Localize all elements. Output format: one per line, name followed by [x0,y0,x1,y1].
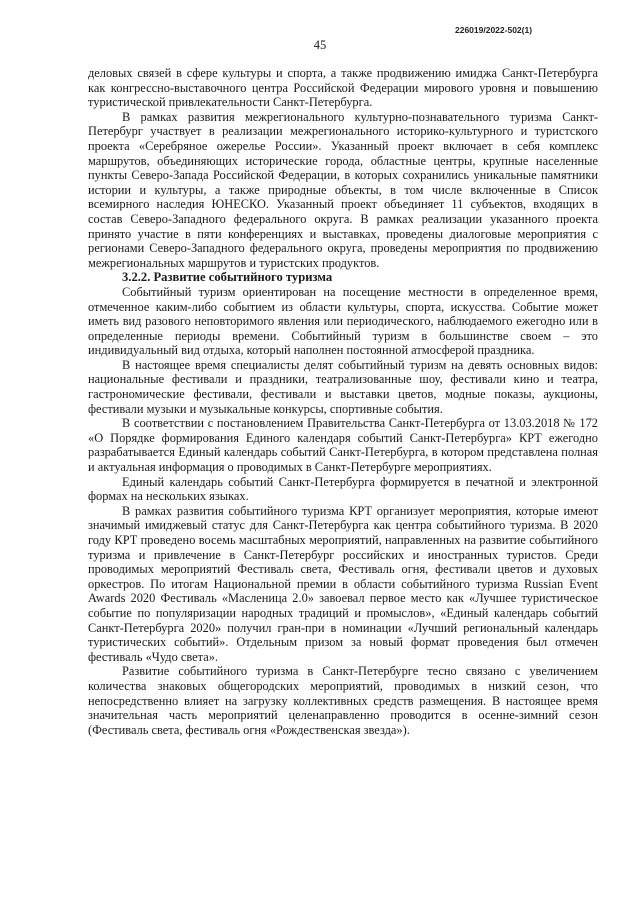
section-heading: 3.2.2. Развитие событийного туризма [122,270,333,285]
document-number: 226019/2022-502(1) [455,25,533,35]
paragraph: В соответствии с постановлением Правительства Санкт-Петербурга от 13.03.2018 № 172 «О Порядке формирования Единого календаря событий Санкт-Петербурга» КРТ ежегодно разрабатывается Единый календарь событий Санкт-Петербурга, в котором представлена полная и актуальная информация о проводимых в Санкт-Петербурге мероприятиях. [88,416,598,475]
paragraph: В настоящее время специалисты делят событийный туризм на девять основных видов: национальные фестивали и праздники, театрализованные шоу, фестивали кино и театра, гастрономические фестивали, фестивали и выставки цветов, модные показы, аукционы, фестивали музыки и музыкальные конкурсы, спортивные события. [88,357,598,416]
paragraph: Событийный туризм ориентирован на посещение местности в определенное время, отмеченное каким-либо событием из области культуры, спорта, искусства. Событие может иметь вид разового неповторимого явления или периодического, наблюдаемого ежегодно или в определенные периоды времени. Событийный туризм в большинстве своем – это индивидуальный вид отдыха, который наполнен постоянной атмосферой праздника. [88,284,598,358]
page-number: 45 [313,38,327,52]
paragraph: В рамках развития межрегионального культурно-познавательного туризма Санкт-Петербург участвует в реализации межрегионального историко-культурного и туристского проекта «Серебряное ожерелье России». Указанный проект включает в себя комплекс маршрутов, объединяющих исторические города, областные центры, крупные населенные пункты Северо-Запада Российской Федерации, в которых сохранились уникальные памятники истории и культуры, а также природные объекты, в том числе включенные в Список всемирного наследия ЮНЕСКО. Указанный проект объединяет 11 субъектов, входящих в состав Северо-Западного федерального округа. В рамках реализации указанного проекта принято участие в пяти конференциях и выставках, проведены диалоговые мероприятия с регионами Северо-Западного федерального округа, проведены мероприятия по продвижению межрегиональных маршрутов и туристских продуктов. [88,109,598,270]
paragraph: Единый календарь событий Санкт-Петербурга формируется в печатной и электронной формах на нескольких языках. [88,474,598,504]
document-body [88,66,598,737]
paragraph: деловых связей в сфере культуры и спорта, а также продвижению имиджа Санкт-Петербурга как конгрессно-выставочного центра Российской Федерации мирового уровня и повышению туристической привлекательности Санкт-Петербурга. [88,66,598,110]
paragraph: В рамках развития событийного туризма КРТ организует мероприятия, которые имеют значимый имиджевый статус для Санкт-Петербурга как центра событийного туризма. В 2020 году КРТ проведено восемь масштабных мероприятий, направленных на развитие событийного туризма и привлечение в Санкт-Петербург российских и иностранных туристов. Среди проводимых мероприятий Фестиваль света, Фестиваль огня, фестивали цветов и духовых оркестров. По итогам Национальной премии в области событийного туризма Russian Event Awards 2020 Фестиваль «Масленица 2.0» завоевал первое место как «Лучшее туристическое событие по популяризации народных традиций и промыслов», «Единый календарь событий Санкт-Петербурга 2020» получил гран-при в номинации «Лучший региональный календарь туристических событий». Отдельным призом за новый формат проведения был отмечен фестиваль «Чудо света». [88,503,598,664]
paragraph: Развитие событийного туризма в Санкт-Петербурге тесно связано с увеличением количества знаковых общегородских мероприятий, проводимых в низкий сезон, что непосредственно влияет на загрузку коллективных средств размещения. В настоящее время значительная часть мероприятий целенаправленно проводится в осенне-зимний сезон (Фестиваль света, фестиваль огня «Рождественская звезда»). [88,664,598,737]
